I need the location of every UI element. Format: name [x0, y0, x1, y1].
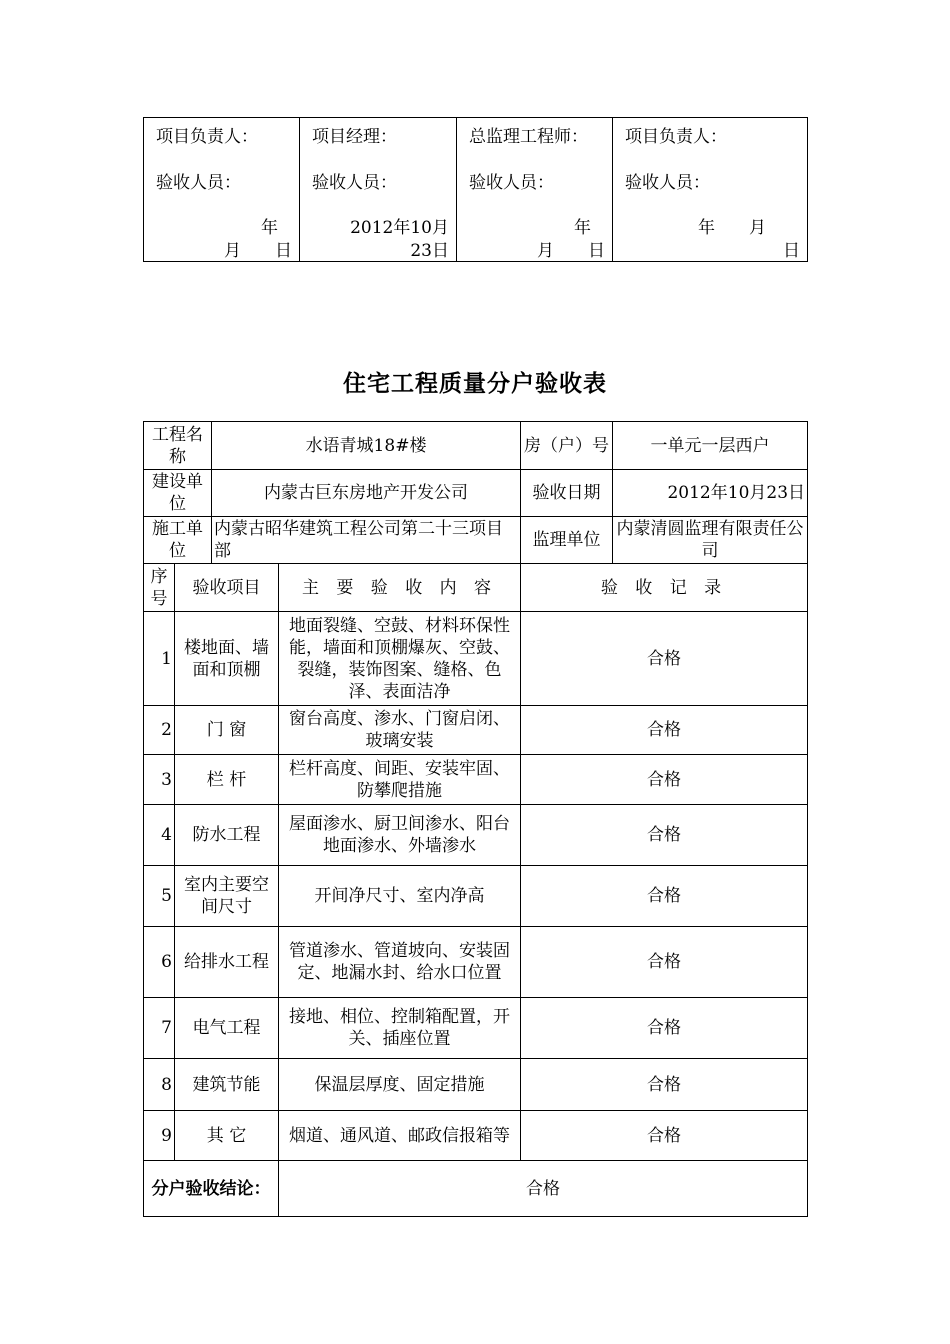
signature-date-line2: 23日 — [410, 241, 449, 261]
signature-date-line2: 月 日 — [537, 241, 605, 261]
row-no: 1 — [144, 612, 175, 706]
row-content: 开间净尺寸、室内净高 — [279, 866, 521, 927]
signature-date-line1: 2012年10月 — [350, 218, 449, 238]
contractor-label: 施工单位 — [144, 517, 212, 564]
supervisor-value: 内蒙清圆监理有限责任公司 — [613, 517, 808, 564]
builder-label: 建设单位 — [144, 470, 212, 517]
builder-value: 内蒙古巨东房地产开发公司 — [212, 470, 521, 517]
table-row — [144, 927, 808, 998]
column-header-no: 序号 — [144, 564, 175, 612]
row-no: 3 — [144, 755, 175, 805]
row-no: 9 — [144, 1111, 175, 1161]
table-row — [144, 1059, 808, 1111]
row-item: 门 窗 — [175, 706, 279, 755]
signature-inspector: 验收人员： — [312, 173, 397, 193]
row-content: 保温层厚度、固定措施 — [279, 1059, 521, 1111]
table-row — [144, 755, 808, 805]
row-item: 其 它 — [175, 1111, 279, 1161]
column-header-record: 验 收 记 录 — [521, 564, 808, 612]
row-item: 建筑节能 — [175, 1059, 279, 1111]
row-record: 合格 — [521, 805, 808, 866]
row-no: 4 — [144, 805, 175, 866]
row-item: 防水工程 — [175, 805, 279, 866]
table-row — [144, 706, 808, 755]
row-item: 电气工程 — [175, 998, 279, 1059]
page-title: 住宅工程质量分户验收表 — [343, 370, 607, 397]
row-no: 7 — [144, 998, 175, 1059]
contractor-value: 内蒙古昭华建筑工程公司第二十三项目部 — [212, 517, 521, 564]
row-content: 接地、相位、控制箱配置，开关、插座位置 — [279, 998, 521, 1059]
signature-cell-supervisor — [457, 118, 613, 262]
row-no: 2 — [144, 706, 175, 755]
signature-inspector: 验收人员： — [156, 173, 241, 193]
row-record: 合格 — [521, 755, 808, 805]
row-no: 8 — [144, 1059, 175, 1111]
signature-date-line2: 月 日 — [224, 241, 292, 261]
row-item: 给排水工程 — [175, 927, 279, 998]
table-row — [144, 866, 808, 927]
row-content: 地面裂缝、空鼓、材料环保性能，墙面和顶棚爆灰、空鼓、裂缝，装饰图案、缝格、色泽、表面洁净 — [279, 612, 521, 706]
row-record: 合格 — [521, 1059, 808, 1111]
signature-role: 总监理工程师： — [469, 127, 588, 147]
row-item: 楼地面、墙面和顶棚 — [175, 612, 279, 706]
row-no: 5 — [144, 866, 175, 927]
table-row — [144, 998, 808, 1059]
conclusion-value: 合格 — [279, 1161, 808, 1217]
row-record: 合格 — [521, 1111, 808, 1161]
signature-date-line1: 年 — [261, 218, 278, 238]
signature-cell-contractor — [300, 118, 457, 262]
inspection-table — [143, 421, 808, 1217]
row-record: 合格 — [521, 706, 808, 755]
table-row — [144, 805, 808, 866]
signature-inspector: 验收人员： — [469, 173, 554, 193]
row-record: 合格 — [521, 866, 808, 927]
row-item: 栏 杆 — [175, 755, 279, 805]
row-content: 烟道、通风道、邮政信报箱等 — [279, 1111, 521, 1161]
signature-inspector: 验收人员： — [625, 173, 710, 193]
row-record: 合格 — [521, 612, 808, 706]
date-value: 2012年10月23日 — [613, 470, 808, 517]
signature-cell-builder — [144, 118, 300, 262]
project-value: 水语青城18#楼 — [212, 422, 521, 470]
signature-date-line1: 年 — [574, 218, 591, 238]
signature-date-line1: 年 月 — [698, 218, 766, 238]
signature-role: 项目负责人： — [625, 127, 727, 147]
row-item: 室内主要空间尺寸 — [175, 866, 279, 927]
row-content: 屋面渗水、厨卫间渗水、阳台地面渗水、外墙渗水 — [279, 805, 521, 866]
row-record: 合格 — [521, 927, 808, 998]
row-content: 栏杆高度、间距、安装牢固、防攀爬措施 — [279, 755, 521, 805]
column-header-content: 主 要 验 收 内 容 — [279, 564, 521, 612]
signature-role: 项目负责人： — [156, 127, 258, 147]
unit-value: 一单元一层西户 — [613, 422, 808, 470]
signature-date-line2: 日 — [783, 241, 800, 261]
supervisor-label: 监理单位 — [521, 517, 613, 564]
date-label: 验收日期 — [521, 470, 613, 517]
table-row — [144, 1111, 808, 1161]
row-record: 合格 — [521, 998, 808, 1059]
conclusion-label: 分户验收结论： — [144, 1161, 279, 1217]
signature-cell-design — [613, 118, 808, 262]
row-content: 窗台高度、渗水、门窗启闭、玻璃安装 — [279, 706, 521, 755]
signature-table — [143, 117, 808, 262]
unit-label: 房（户）号 — [521, 422, 613, 470]
row-no: 6 — [144, 927, 175, 998]
row-content: 管道渗水、管道坡向、安装固定、地漏水封、给水口位置 — [279, 927, 521, 998]
project-label: 工程名称 — [144, 422, 212, 470]
column-header-item: 验收项目 — [175, 564, 279, 612]
signature-role: 项目经理： — [312, 127, 397, 147]
table-row — [144, 612, 808, 706]
